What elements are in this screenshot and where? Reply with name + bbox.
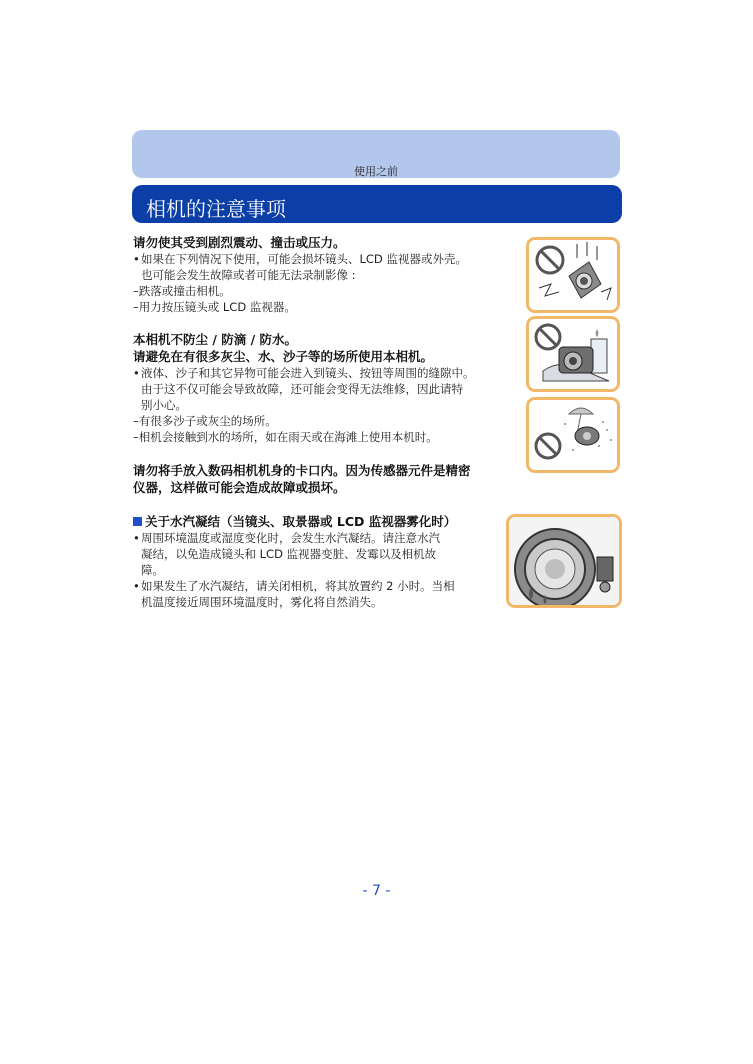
bullet-line: 如果发生了水汽凝结，请关闭相机，将其放置约 2 小时。当相 <box>141 579 455 593</box>
section-heading: 请勿将手放入数码相机机身的卡口内。因为传感器元件是精密 <box>133 463 471 478</box>
list-item: –用力按压镜头或 LCD 监视器。 <box>133 300 296 314</box>
illustration-drop <box>526 237 620 313</box>
prohibited-drop-icon <box>529 240 617 310</box>
page-title: 相机的注意事项 <box>146 197 286 221</box>
bullet-line: 液体、沙子和其它异物可能会进入到镜头、按钮等周围的缝隙中。 <box>141 366 475 380</box>
bullet-dot: • <box>133 252 140 266</box>
condensation-lens-icon <box>509 517 619 605</box>
prohibited-water-icon <box>529 319 617 389</box>
square-bullet-icon <box>133 517 142 526</box>
section-mount <box>133 462 471 496</box>
illustration-sand <box>526 397 620 473</box>
section-heading-2: 仪器，这样做可能会造成故障或损坏。 <box>133 480 346 495</box>
bullet-line: 由于这不仅可能会导致故障，还可能会变得无法维修，因此请特 <box>141 382 463 396</box>
bullet-item <box>133 530 456 578</box>
bullet-item <box>133 251 467 283</box>
bullet-line: 也可能会发生故障或者可能无法录制影像 : <box>141 268 356 282</box>
section-dust-water <box>133 331 475 445</box>
prohibited-sand-icon <box>529 400 617 470</box>
bullet-line: 别小心。 <box>141 398 187 412</box>
page-number: - 7 - <box>362 883 391 899</box>
bullet-dot: • <box>133 579 140 593</box>
title-bar <box>132 185 622 223</box>
subsection-heading-text: 关于水汽凝结（当镜头、取景器或 LCD 监视器雾化时） <box>145 514 457 529</box>
section-label: 使用之前 <box>354 165 398 178</box>
bullet-line: 障。 <box>141 563 164 577</box>
section-condensation <box>133 513 456 610</box>
illustration-condensation <box>506 514 622 608</box>
list-item: –相机会接触到水的场所，如在雨天或在海滩上使用本机时。 <box>133 430 438 444</box>
bullet-dot: • <box>133 531 140 545</box>
list-item: –有很多沙子或灰尘的场所。 <box>133 414 277 428</box>
bullet-dot: • <box>133 366 140 380</box>
bullet-line: 如果在下列情况下使用，可能会损坏镜头、LCD 监视器或外壳。 <box>141 252 467 266</box>
subsection-heading <box>133 513 456 530</box>
illustration-water <box>526 316 620 392</box>
bullet-item <box>133 578 456 610</box>
section-heading: 本相机不防尘 / 防滴 / 防水。 <box>133 332 298 347</box>
section-heading: 请勿使其受到剧烈震动、撞击或压力。 <box>133 235 346 250</box>
section-heading-2: 请避免在有很多灰尘、水、沙子等的场所使用本相机。 <box>133 349 434 364</box>
bullet-line: 机温度接近周围环境温度时，雾化将自然消失。 <box>141 595 383 609</box>
section-shock <box>133 234 467 315</box>
header-band <box>132 130 620 178</box>
bullet-item <box>133 365 475 413</box>
bullet-line: 周围环境温度或湿度变化时，会发生水汽凝结。请注意水汽 <box>141 531 440 545</box>
list-item: –跌落或撞击相机。 <box>133 284 231 298</box>
bullet-line: 凝结，以免造成镜头和 LCD 监视器变脏、发霉以及相机故 <box>141 547 437 561</box>
